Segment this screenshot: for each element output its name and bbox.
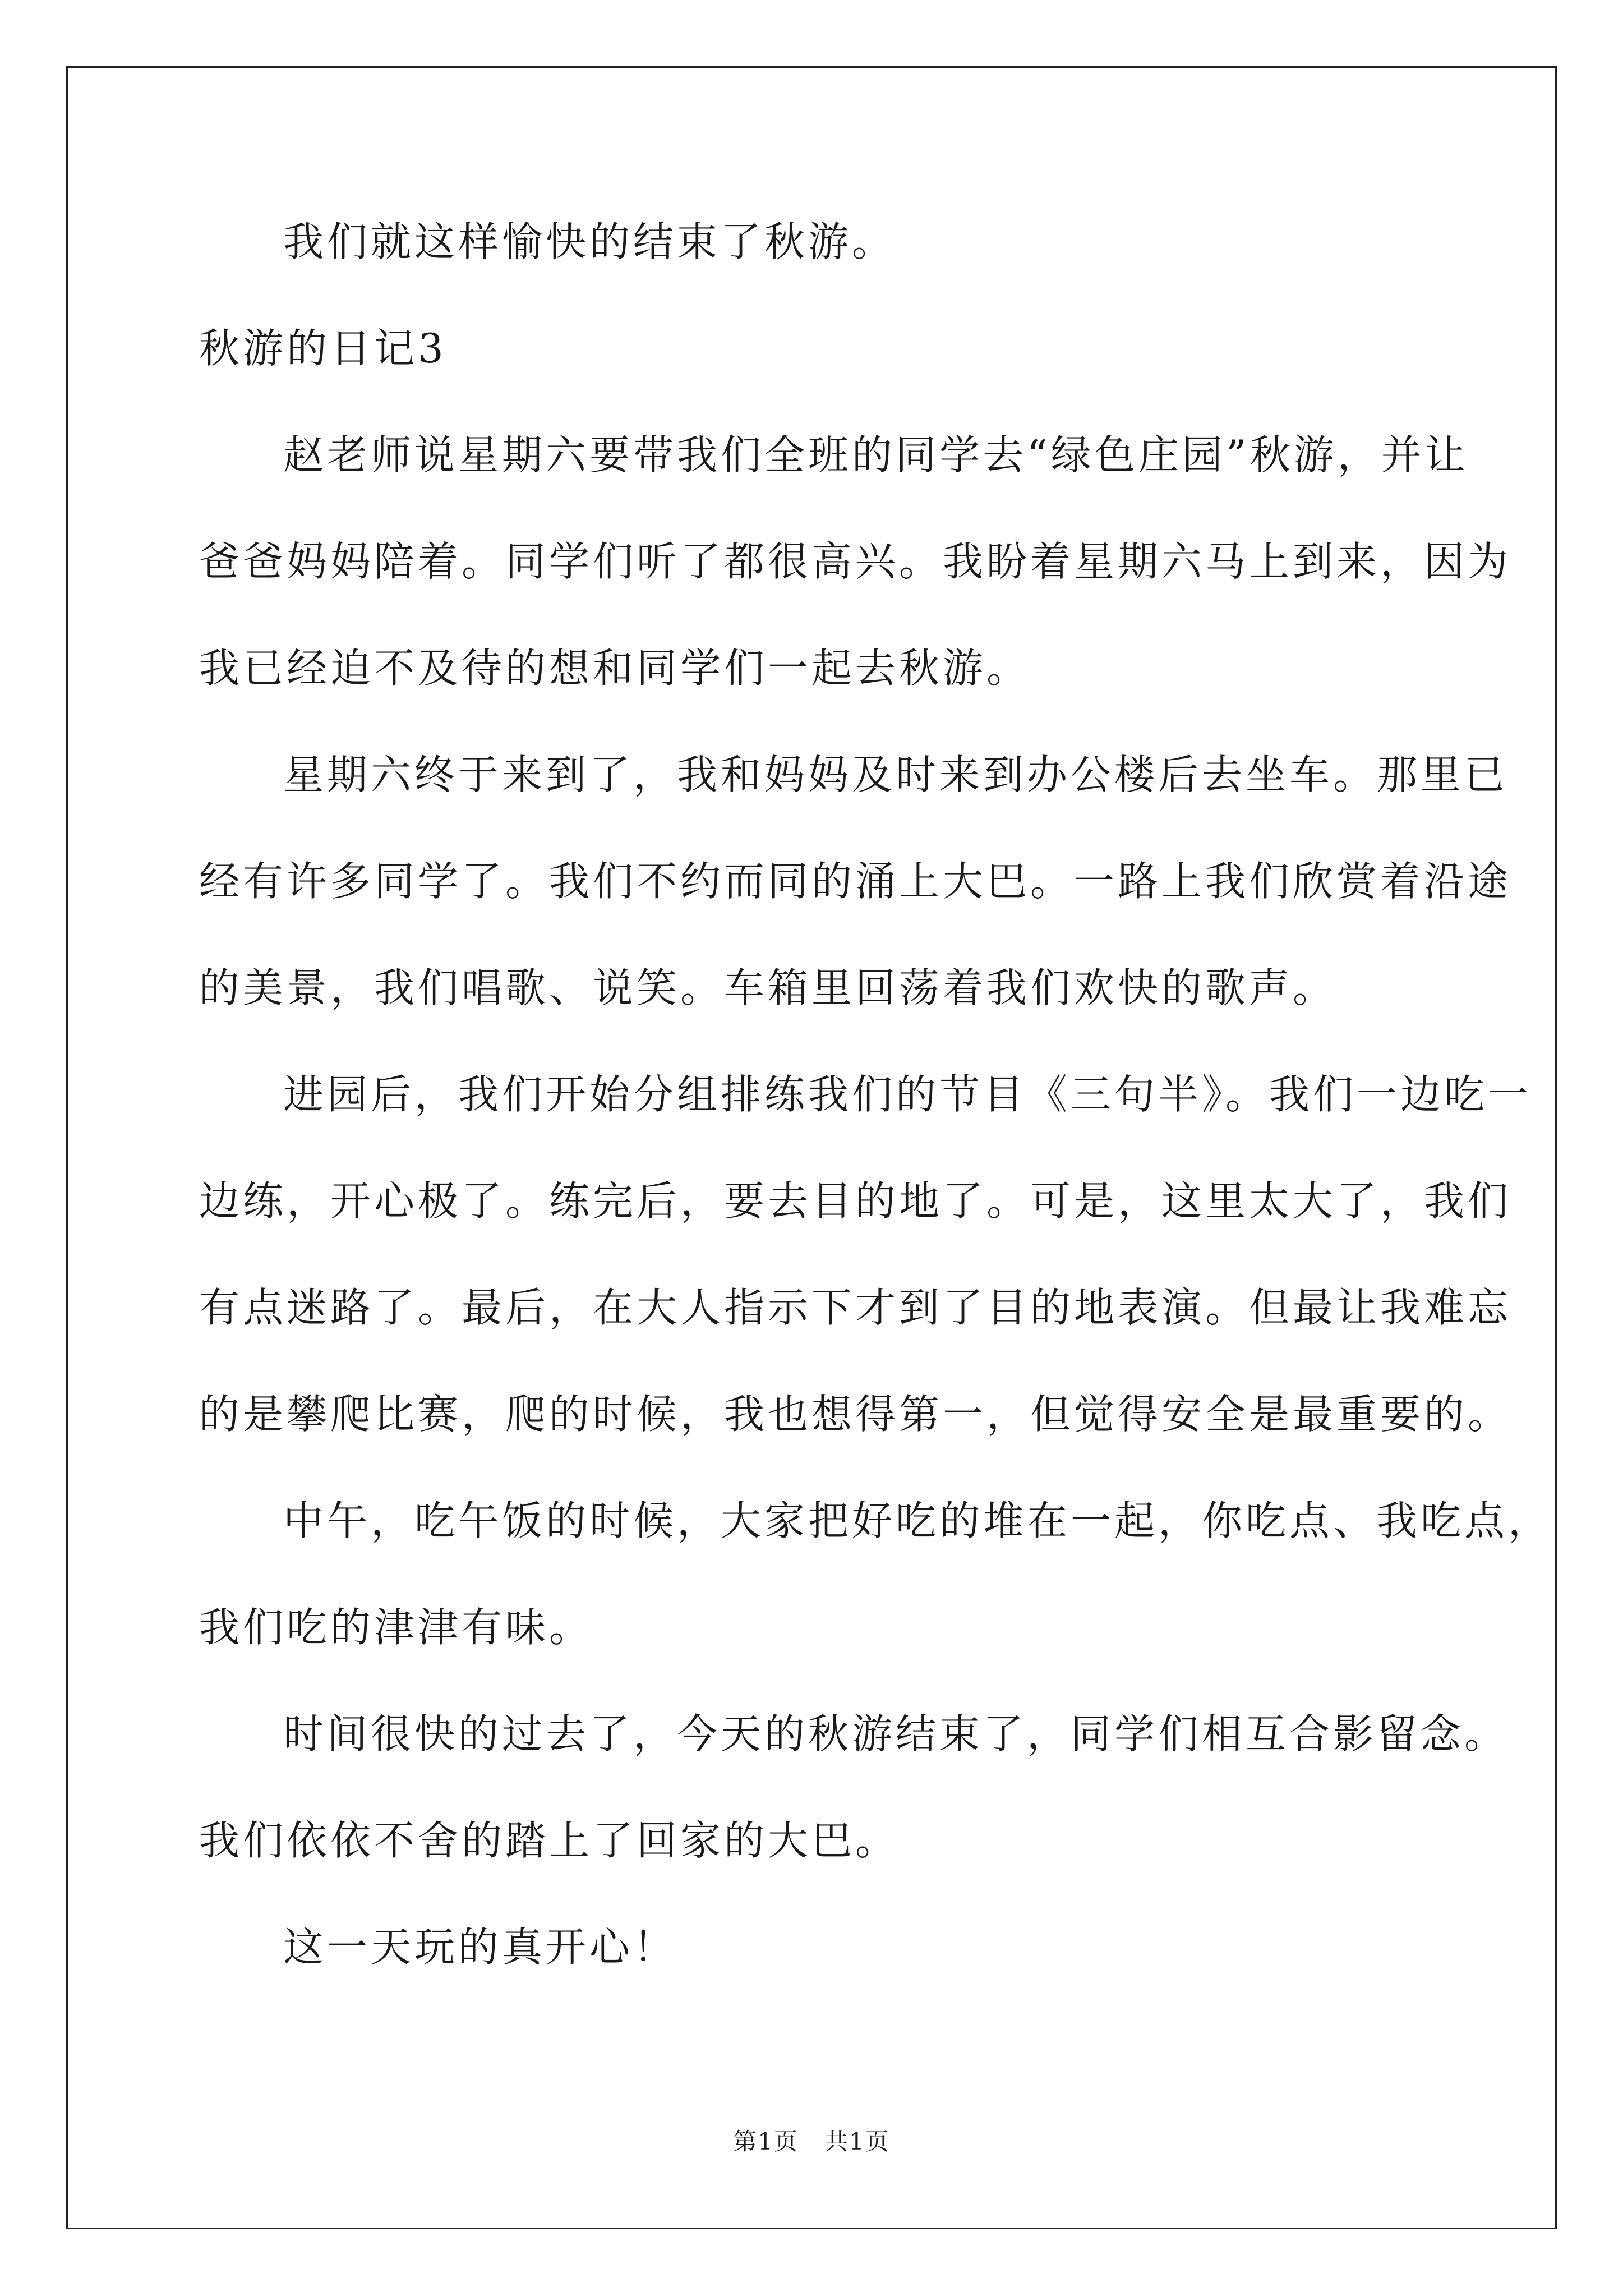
- paragraph-line: 赵老师说星期六要带我们全班的同学去“绿色庄园”秋游，并让: [283, 431, 1469, 478]
- paragraph-line: 我们吃的津津有味。: [199, 1604, 593, 1651]
- section-title: 秋游的日记3: [199, 325, 447, 372]
- paragraph-line: 边练，开心极了。练完后，要去目的地了。可是，这里太大了，我们: [199, 1177, 1512, 1225]
- paragraph-line: 进园后，我们开始分组排练我们的节目《三句半》。我们一边吃一: [283, 1071, 1532, 1118]
- paragraph-line: 这一天玩的真开心！: [283, 1924, 677, 1971]
- paragraph-line: 我们依依不舍的踏上了回家的大巴。: [199, 1817, 900, 1864]
- page-number-footer: 第1页 共1页: [733, 2128, 890, 2155]
- paragraph-line: 星期六终于来到了，我和妈妈及时来到办公楼后去坐车。那里已: [283, 751, 1509, 798]
- paragraph-line: 中午，吃午饭的时候，大家把好吃的堆在一起，你吃点、我吃点，: [283, 1497, 1552, 1544]
- paragraph-line: 有点迷路了。最后，在大人指示下才到了目的地表演。但最让我难忘: [199, 1284, 1512, 1331]
- paragraph-line: 时间很快的过去了，今天的秋游结束了，同学们相互合影留念。: [283, 1710, 1509, 1757]
- paragraph-line: 的美景，我们唱歌、说笑。车箱里回荡着我们欢快的歌声。: [199, 964, 1337, 1011]
- paragraph-line: 我们就这样愉快的结束了秋游。: [283, 218, 896, 265]
- page-border: [66, 66, 1557, 2229]
- paragraph-line: 经有许多同学了。我们不约而同的涌上大巴。一路上我们欣赏着沿途: [199, 858, 1512, 905]
- paragraph-line: 我已经迫不及待的想和同学们一起去秋游。: [199, 645, 1031, 692]
- paragraph-line: 的是攀爬比赛，爬的时候，我也想得第一，但觉得安全是最重要的。: [199, 1391, 1512, 1438]
- paragraph-line: 爸爸妈妈陪着。同学们听了都很高兴。我盼着星期六马上到来，因为: [199, 538, 1512, 585]
